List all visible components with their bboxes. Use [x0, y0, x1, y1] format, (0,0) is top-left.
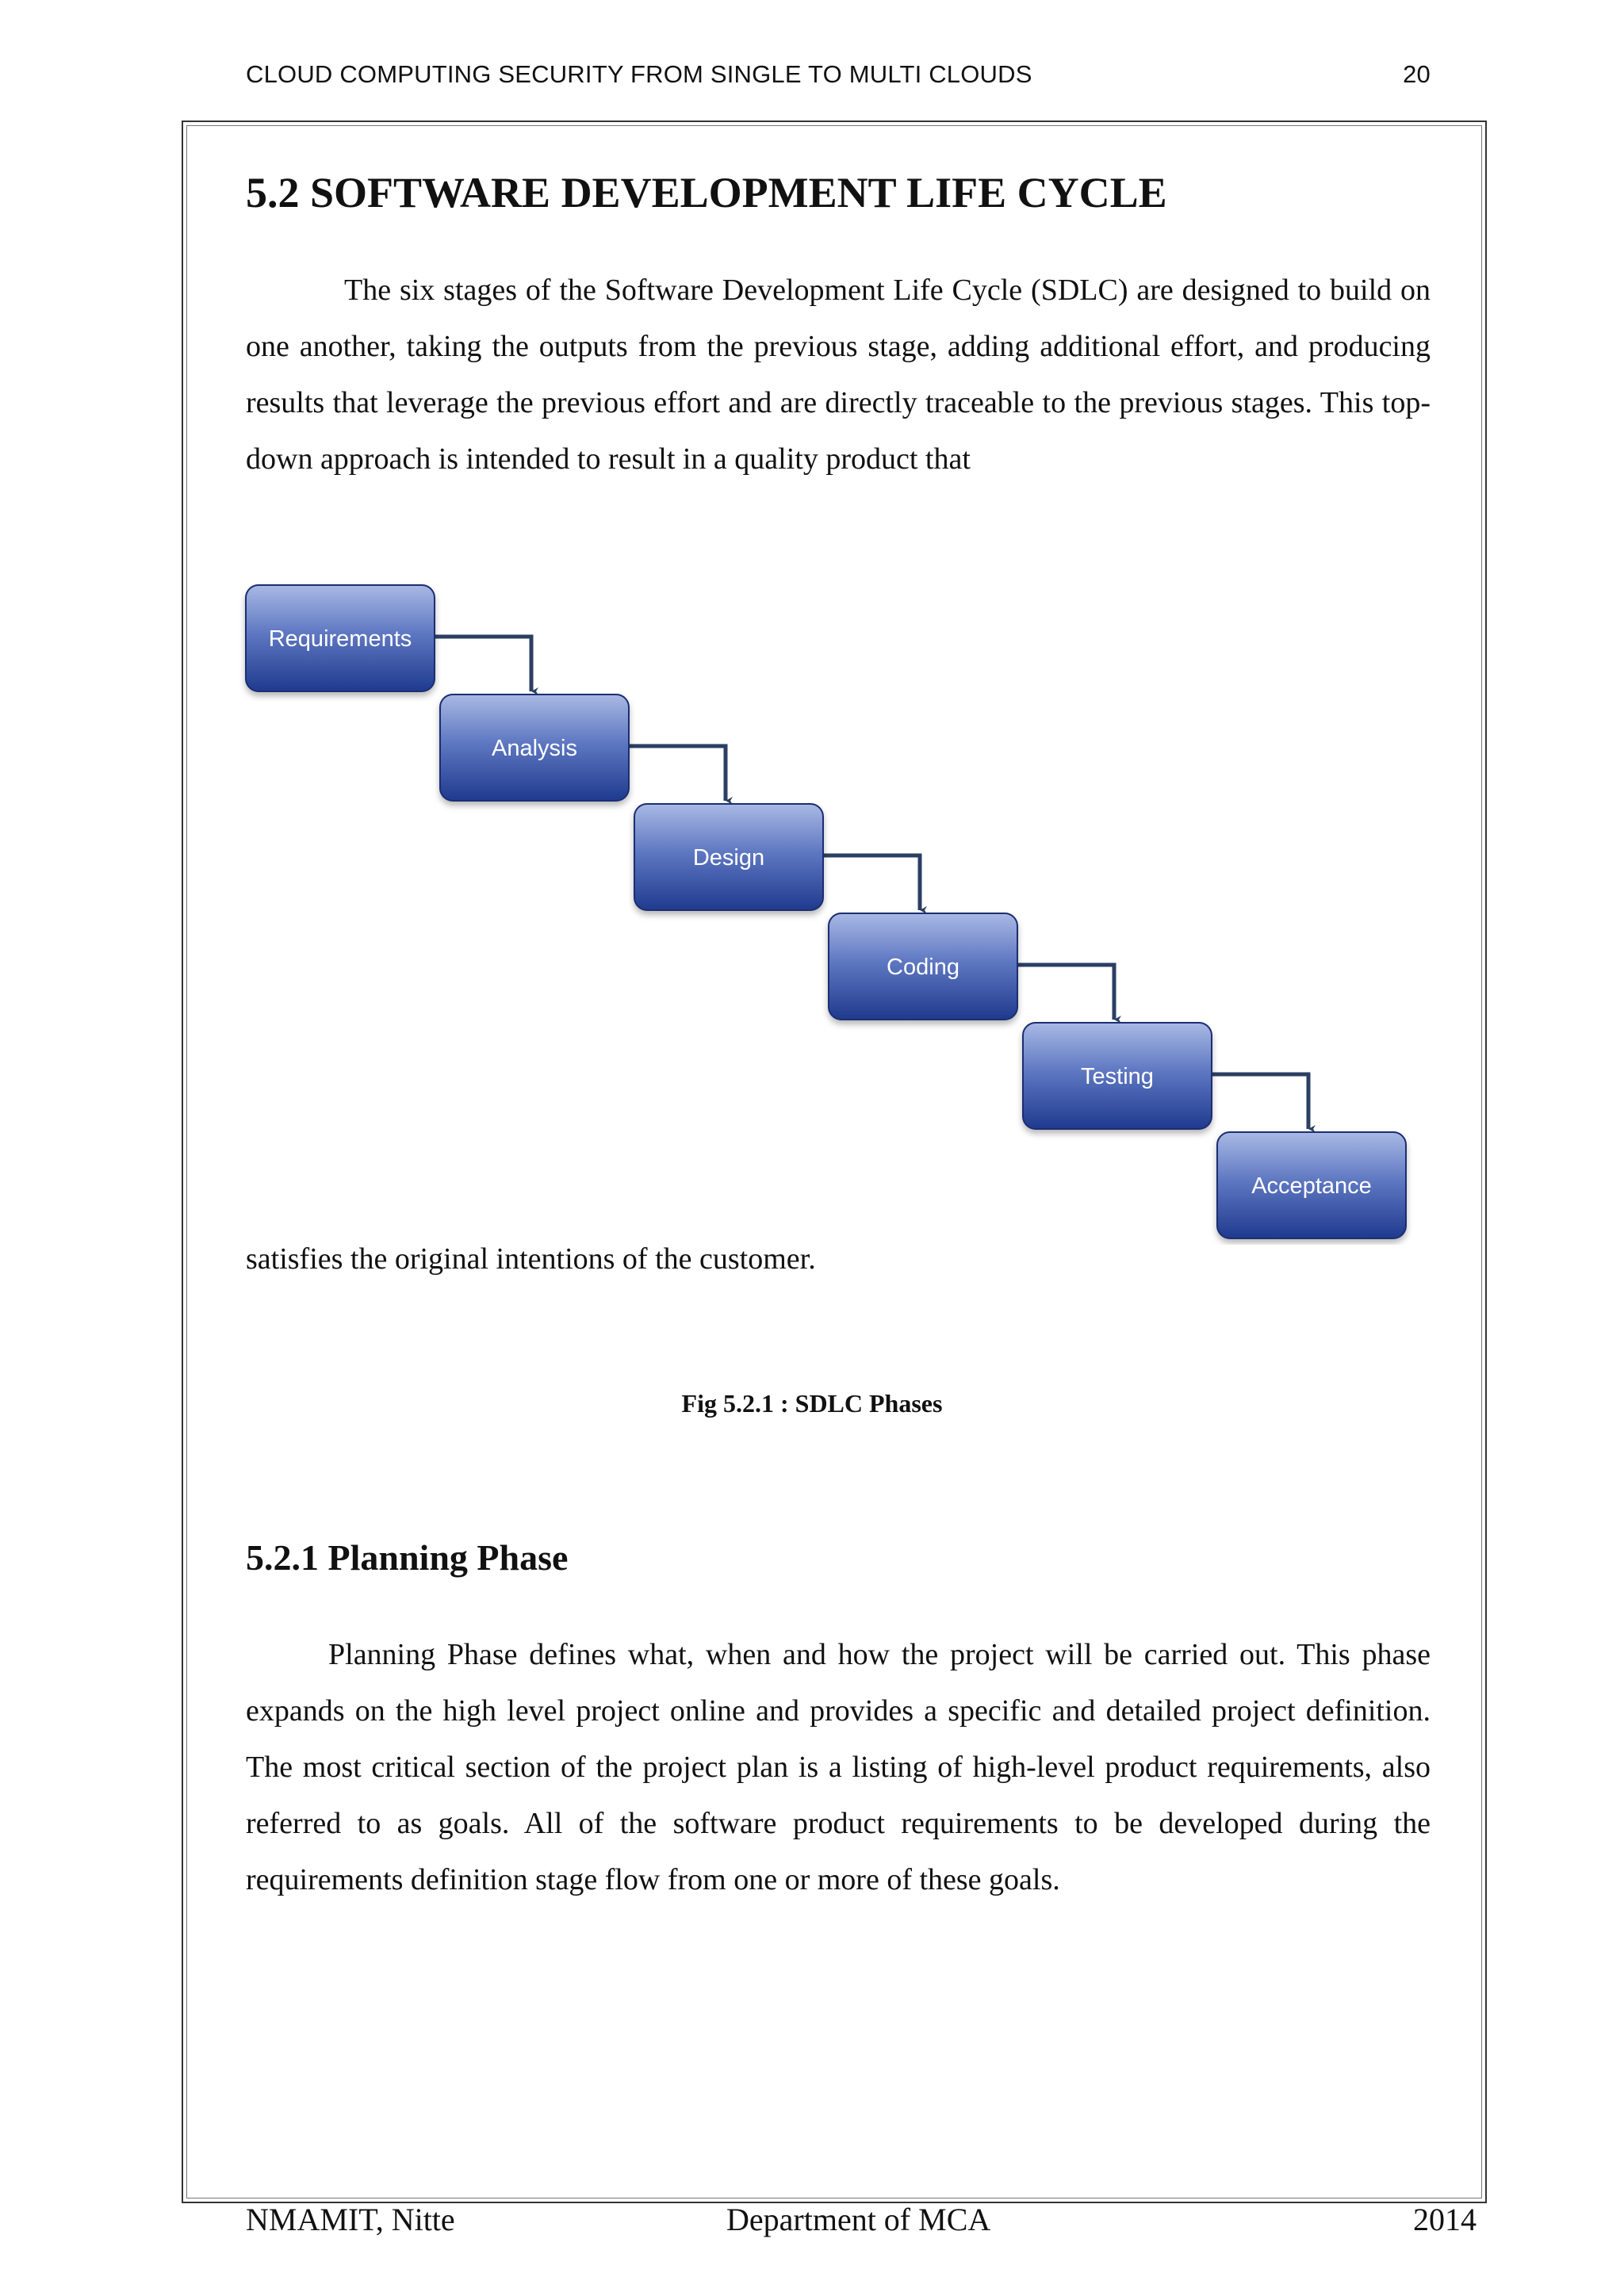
- page-footer: [246, 2201, 1477, 2241]
- subsection-paragraph: Planning Phase defines what, when and how the project will be carried out. This phase expands on the high level project online and provides a specific and detailed project definition. The most critical section of the project plan is a listing of high-level product requirements, also referred to as goals. All of the software product requirements to be developed during the requirements definition stage flow from one or more of these goals.: [246, 1638, 1431, 1896]
- figure-caption: Fig 5.2.1 : SDLC Phases: [681, 1389, 943, 1418]
- page-number: 20: [1403, 60, 1431, 88]
- arrow-design-to-coding: [823, 855, 920, 910]
- running-header: [246, 60, 1431, 95]
- stage-testing: [1023, 1023, 1212, 1129]
- section-paragraph: The six stages of the Software Development Life Cycle (SDLC) are designed to build on one another, taking the outputs from the previous stage, adding additional effort, and producing results that leverage the previous effort and are directly traceable to the previous stages. This top-down approach is intended to result in a quality product that: [246, 274, 1431, 476]
- running-title: CLOUD COMPUTING SECURITY FROM SINGLE TO MULTI CLOUDS: [246, 60, 1032, 88]
- sdlc-diagram: [238, 571, 1443, 1245]
- arrow-analysis-to-design: [629, 746, 726, 801]
- stage-coding: [829, 913, 1017, 1020]
- stage-analysis: [440, 695, 629, 801]
- subsection-title: 5.2.1 Planning Phase: [246, 1537, 569, 1578]
- stage-label-coding: Coding: [887, 955, 959, 980]
- stage-acceptance: [1217, 1132, 1406, 1238]
- arrow-testing-to-acceptance: [1212, 1074, 1308, 1129]
- stage-label-acceptance: Acceptance: [1251, 1173, 1372, 1199]
- footer-department: Department of MCA: [726, 2202, 991, 2237]
- arrow-requirements-to-analysis: [435, 637, 531, 691]
- stage-label-testing: Testing: [1081, 1064, 1154, 1089]
- stage-boxes: [246, 585, 1406, 1238]
- stage-label-requirements: Requirements: [268, 626, 412, 652]
- stage-design: [634, 804, 823, 910]
- stage-label-analysis: Analysis: [492, 736, 577, 761]
- stage-requirements: [246, 585, 435, 691]
- footer-year: 2014: [1413, 2202, 1477, 2237]
- arrow-coding-to-testing: [1017, 965, 1114, 1020]
- sdlc-waterfall-svg: [238, 571, 1443, 1245]
- footer-institution: NMAMIT, Nitte: [246, 2202, 455, 2237]
- section-title: 5.2 SOFTWARE DEVELOPMENT LIFE CYCLE: [246, 169, 1167, 216]
- section-paragraph-continued: satisfies the original intentions of the customer.: [246, 1242, 816, 1276]
- stage-label-design: Design: [692, 845, 765, 871]
